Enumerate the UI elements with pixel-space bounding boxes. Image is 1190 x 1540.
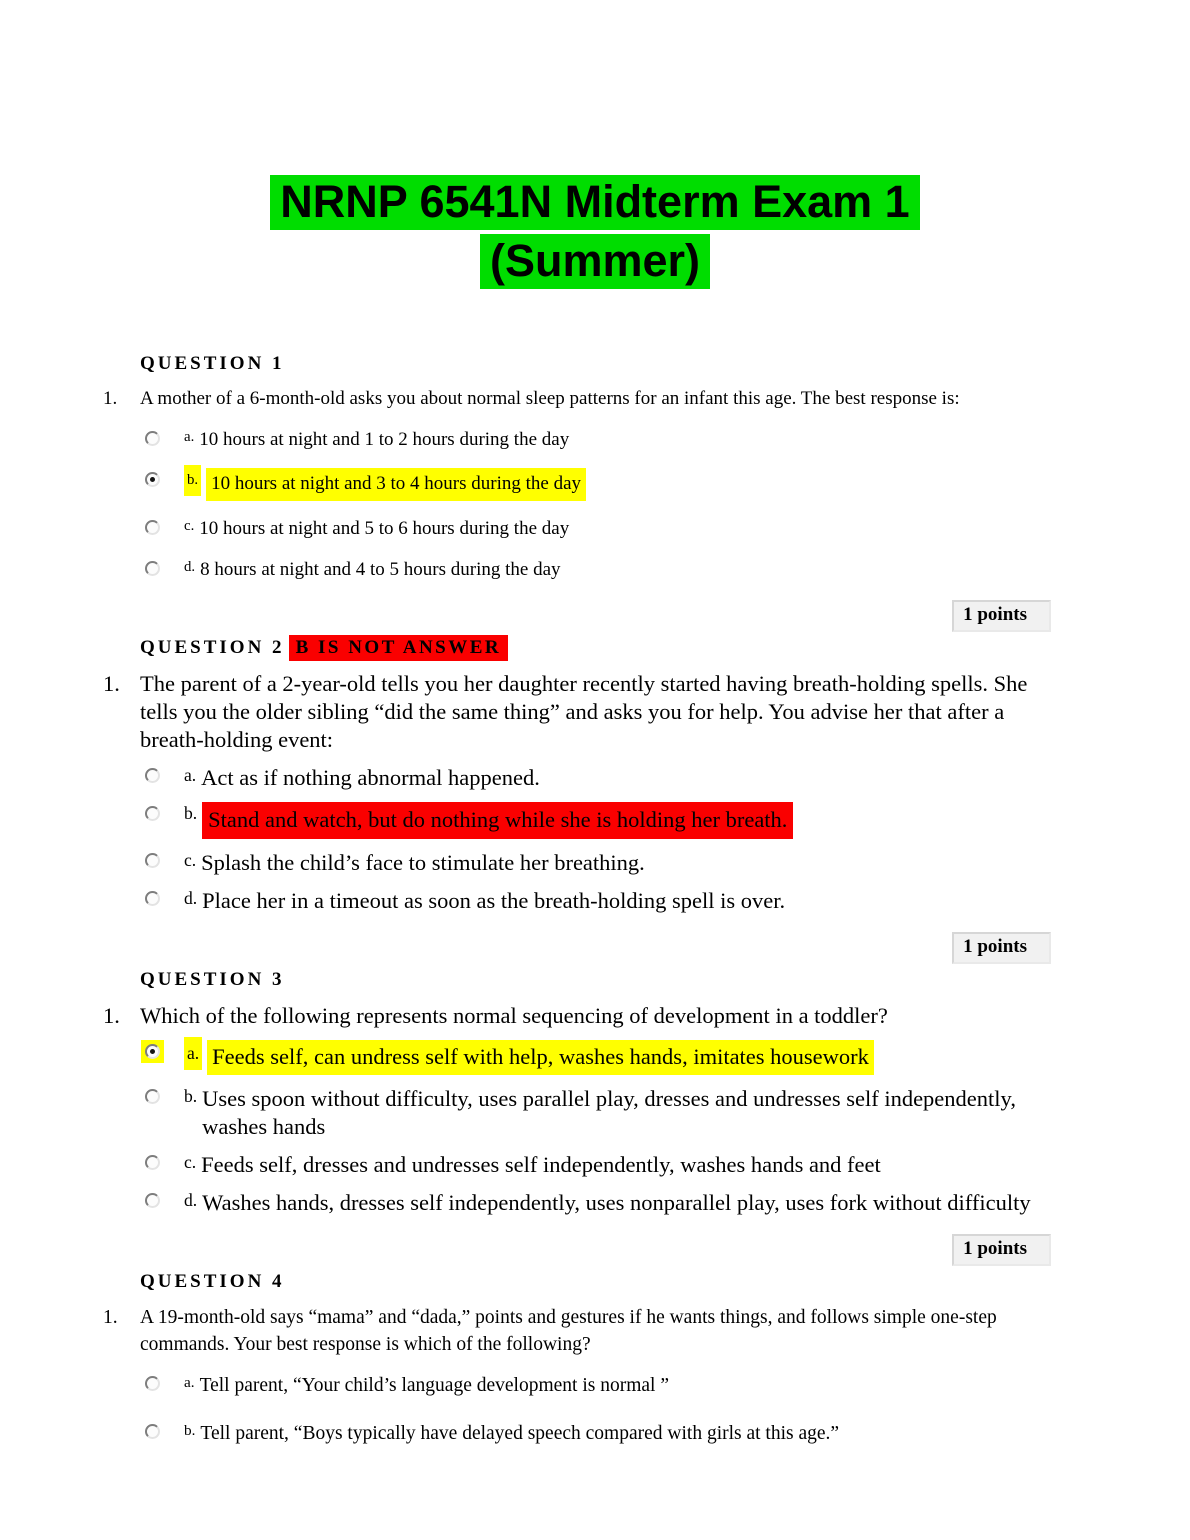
option-letter: a. <box>184 1374 195 1392</box>
option-text-highlighted-yellow: Feeds self, can undress self with help, washes hands, imitates housework <box>207 1040 874 1075</box>
question-3-header: QUESTION 3 <box>140 969 285 990</box>
question-3-option-d <box>141 1189 1190 1217</box>
question-1-section <box>0 351 1190 632</box>
question-3-option-c <box>141 1151 1190 1179</box>
exam-title-line2 <box>0 231 1190 290</box>
option-text: Act as if nothing abnormal happened. <box>201 765 540 790</box>
question-1-option-b <box>141 468 1190 501</box>
option-text: Washes hands, dresses self independently, uses nonparallel play, uses fork without difficulty <box>202 1190 1031 1215</box>
question-3-text: Which of the following represents normal sequencing of development in a toddler? <box>140 1003 888 1028</box>
radio-box <box>141 1420 164 1443</box>
question-1-points-row <box>0 600 1051 632</box>
exam-title-line1 <box>0 172 1190 231</box>
radio-box <box>141 557 164 580</box>
question-3-number: 1. <box>103 1003 120 1028</box>
question-2-section <box>0 635 1190 964</box>
question-2-option-a <box>141 764 1190 792</box>
option-text: Place her in a timeout as soon as the breath-holding spell is over. <box>202 888 786 913</box>
radio-button-q3-d[interactable] <box>145 1193 160 1208</box>
radio-button-q1-a[interactable] <box>145 431 160 446</box>
question-4-body <box>0 1304 1190 1358</box>
radio-button-q2-d[interactable] <box>145 891 160 906</box>
question-4-number: 1. <box>103 1307 118 1328</box>
question-2-text: The parent of a 2-year-old tells you her daughter recently started having breath-holding spells. She tells you the older sibling “did the same thing” and asks you for help. You advise her that after a breath-holding event: <box>140 671 1028 752</box>
exam-title-line1-text: NRNP 6541N Midterm Exam 1 <box>270 175 919 230</box>
question-2-option-d <box>141 887 1190 915</box>
radio-button-q2-c[interactable] <box>145 853 160 868</box>
radio-button-q3-b[interactable] <box>145 1089 160 1104</box>
option-letter: b. <box>184 802 198 823</box>
option-text: 8 hours at night and 4 to 5 hours during the day <box>200 559 561 580</box>
question-3-option-b <box>141 1085 1190 1141</box>
radio-button-q4-a[interactable] <box>145 1376 160 1391</box>
radio-box-highlighted-yellow <box>141 1040 164 1063</box>
question-1-text: A mother of a 6-month-old asks you about normal sleep patterns for an infant this age. The best response is: <box>140 388 960 409</box>
option-text: 10 hours at night and 5 to 6 hours during the day <box>199 518 570 539</box>
option-text: Feeds self, dresses and undresses self independently, washes hands and feet <box>201 1152 881 1177</box>
radio-button-q1-d[interactable] <box>145 561 160 576</box>
question-2-points-row <box>0 932 1051 964</box>
radio-box <box>141 764 164 787</box>
radio-button-q2-b[interactable] <box>145 806 160 821</box>
option-letter: c. <box>184 1151 197 1172</box>
radio-box <box>141 1189 164 1212</box>
radio-box <box>141 802 164 825</box>
radio-button-q1-c[interactable] <box>145 520 160 535</box>
radio-button-q3-a-selected[interactable] <box>145 1044 160 1059</box>
question-3-options <box>141 1040 1190 1217</box>
radio-box <box>141 849 164 872</box>
radio-box <box>141 887 164 910</box>
question-4-header: QUESTION 4 <box>140 1271 285 1292</box>
option-letter: d. <box>184 1189 198 1210</box>
radio-box <box>141 1372 164 1395</box>
option-letter: a. <box>184 429 195 446</box>
radio-button-q2-a[interactable] <box>145 768 160 783</box>
option-letter: c. <box>184 518 195 535</box>
option-letter: c. <box>184 849 197 870</box>
option-text: Uses spoon without difficulty, uses parallel play, dresses and undresses self independently, washes hands <box>202 1086 1016 1139</box>
question-1-options <box>141 427 1190 583</box>
question-1-option-c <box>141 516 1190 542</box>
radio-button-q4-b[interactable] <box>145 1424 160 1439</box>
question-2-number: 1. <box>103 671 120 696</box>
radio-box <box>141 1085 164 1108</box>
question-1-option-d <box>141 557 1190 583</box>
exam-title <box>0 0 1190 290</box>
question-1-number: 1. <box>103 388 118 409</box>
question-3-points-row <box>0 1234 1051 1266</box>
option-letter: b. <box>184 1422 196 1440</box>
option-letter: b. <box>184 465 201 496</box>
question-1-option-a <box>141 427 1190 453</box>
option-letter: d. <box>184 887 198 908</box>
points-badge: 1 points <box>952 1234 1051 1266</box>
option-text-highlighted-yellow: 10 hours at night and 3 to 4 hours during the day <box>206 468 586 501</box>
question-4-option-a <box>141 1372 1190 1399</box>
radio-box <box>141 516 164 539</box>
exam-title-line2-text: (Summer) <box>480 234 710 289</box>
radio-box <box>141 427 164 450</box>
option-text: Tell parent, “Boys typically have delayed speech compared with girls at this age.” <box>200 1423 840 1444</box>
option-text: 10 hours at night and 1 to 2 hours during the day <box>199 429 570 450</box>
question-4-options <box>141 1372 1190 1447</box>
question-3-option-a <box>141 1040 1190 1075</box>
points-badge: 1 points <box>952 600 1051 632</box>
radio-box <box>141 468 164 491</box>
question-3-body <box>0 1002 1190 1030</box>
question-2-options <box>141 764 1190 915</box>
question-3-section <box>0 967 1190 1266</box>
question-1-header: QUESTION 1 <box>140 353 285 374</box>
option-letter: d. <box>184 559 196 576</box>
option-letter: b. <box>184 1085 198 1106</box>
question-2-note-highlighted-red: B IS NOT ANSWER <box>289 635 509 661</box>
question-4-text: A 19-month-old says “mama” and “dada,” points and gestures if he wants things, and follows simple one-step commands. Your best response is which of the following? <box>140 1307 997 1355</box>
question-2-body <box>0 670 1190 754</box>
option-text: Splash the child’s face to stimulate her breathing. <box>201 850 645 875</box>
radio-box <box>141 1151 164 1174</box>
question-2-option-b <box>141 802 1190 839</box>
option-letter: a. <box>184 764 197 785</box>
question-2-header <box>140 635 1190 661</box>
radio-button-q1-b-selected[interactable] <box>145 472 160 487</box>
question-1-body <box>0 386 1190 412</box>
question-4-option-b <box>141 1420 1190 1447</box>
question-2-header-label: QUESTION 2 <box>140 637 285 658</box>
option-letter: a. <box>184 1037 202 1070</box>
points-badge: 1 points <box>952 932 1051 964</box>
option-text-highlighted-red: Stand and watch, but do nothing while she is holding her breath. <box>202 802 793 839</box>
question-4-section <box>0 1269 1190 1447</box>
question-2-option-c <box>141 849 1190 877</box>
radio-button-q3-c[interactable] <box>145 1155 160 1170</box>
option-text: Tell parent, “Your child’s language development is normal ” <box>199 1375 669 1396</box>
